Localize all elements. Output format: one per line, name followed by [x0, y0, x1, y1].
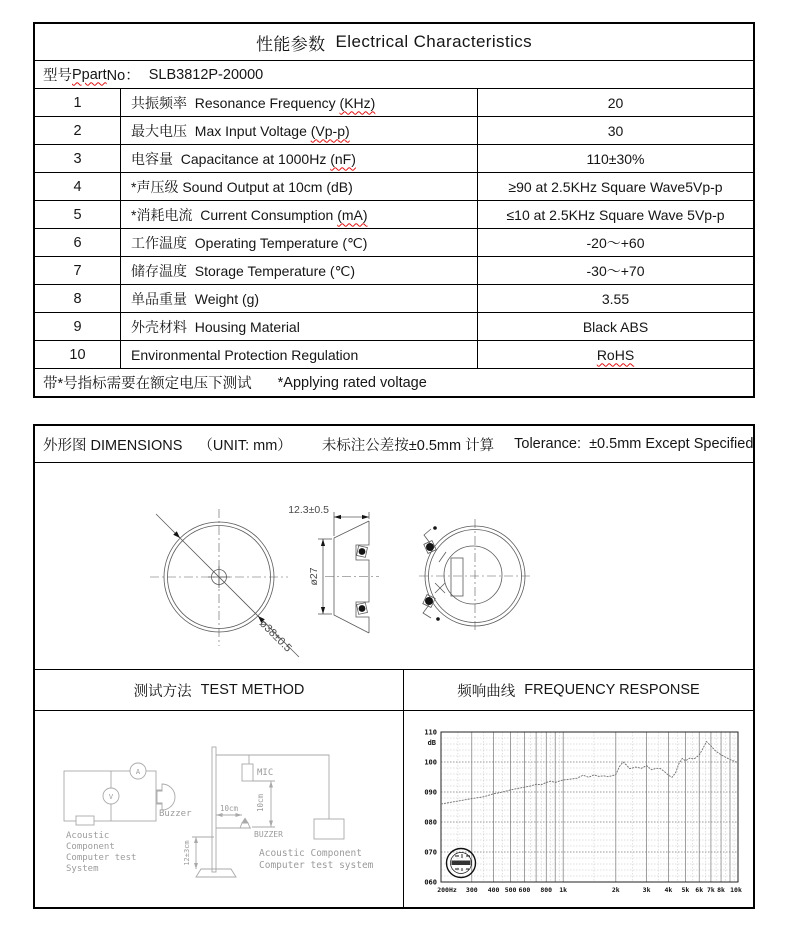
vertical-distance-label: 10cm — [256, 793, 265, 813]
dimensions-title: 外形图 DIMENSIONS — [43, 437, 183, 454]
dimensions-and-curves-table — [33, 424, 755, 909]
electrical-characteristics-table — [33, 22, 755, 398]
spec-label-marked: (Vp-p) — [310, 122, 350, 139]
buzzer-caps-label: BUZZER — [254, 830, 283, 839]
right-system-line2: Computer test system — [259, 860, 374, 871]
spec-value: -30～+70 — [586, 262, 645, 279]
spec-row-number: 9 — [35, 313, 121, 340]
stand-height-label: 12±3cm — [183, 840, 191, 866]
frequency-response-plot — [424, 729, 742, 895]
spec-value: RoHS — [596, 346, 635, 363]
spec-row — [35, 285, 753, 313]
bottom-section-headers — [35, 670, 753, 711]
spec-row-number: 7 — [35, 257, 121, 284]
test-method-diagram — [35, 711, 404, 907]
spec-label: 单品重量 Weight (g) — [131, 290, 260, 307]
side-view — [288, 504, 379, 633]
footnote-en: *Applying rated voltage — [277, 374, 427, 391]
depth-dimension-label: 12.3±0.5 — [288, 504, 329, 516]
spec-value: 3.55 — [601, 290, 630, 307]
dimension-drawing — [35, 463, 753, 670]
svg-text:300: 300 — [465, 886, 478, 894]
spec-row — [35, 313, 753, 341]
spec-value: Black ABS — [582, 318, 649, 335]
spec-value: 110±30% — [586, 150, 645, 167]
horizontal-distance-label: 10cm — [220, 804, 239, 813]
outer-diameter-label: ø38±0.5 — [256, 617, 294, 655]
svg-text:5k: 5k — [681, 886, 690, 894]
test-method-svg — [35, 711, 403, 907]
svg-text:060: 060 — [424, 878, 437, 887]
part-no-label-suffix: No： — [106, 68, 140, 84]
table-title-en: Electrical Characteristics — [335, 32, 533, 51]
spec-label-marked: (mA) — [337, 206, 368, 223]
test-method-title-cn: 测试方法 — [133, 683, 192, 700]
rear-view — [419, 519, 531, 633]
table-title — [35, 24, 753, 61]
spec-label-marked: (nF) — [330, 150, 356, 167]
front-diameter-label: ø27 — [308, 567, 320, 586]
frequency-response-svg — [404, 711, 753, 907]
test-method-title-en: TEST METHOD — [200, 682, 305, 698]
spec-value: ≥90 at 2.5KHz Square Wave5Vp-p — [508, 178, 723, 195]
test-stand — [183, 747, 374, 877]
svg-text:8k: 8k — [717, 886, 725, 894]
svg-text:7k: 7k — [707, 886, 715, 894]
spec-value: ≤10 at 2.5KHz Square Wave 5Vp-p — [506, 206, 725, 223]
left-system-line2: Component — [66, 842, 115, 852]
spec-row — [35, 117, 753, 145]
dimensions-unit: （UNIT: mm） — [198, 437, 292, 454]
spec-label: 工作温度 Operating Temperature (℃) — [131, 234, 368, 251]
buzzer-symbol-icon — [157, 784, 175, 810]
buzzer-label: Buzzer — [159, 809, 192, 819]
svg-text:110: 110 — [424, 728, 437, 737]
spec-rows — [35, 89, 753, 369]
ammeter-label: A — [135, 768, 141, 776]
spec-row-number: 6 — [35, 229, 121, 256]
mic-label: MIC — [257, 768, 274, 778]
voltmeter-label: V — [108, 793, 114, 801]
svg-text:800: 800 — [540, 886, 553, 894]
spec-row-number: 2 — [35, 117, 121, 144]
spec-label: 外壳材料 Housing Material — [131, 318, 300, 335]
spec-label: 共振频率 Resonance Frequency — [131, 94, 340, 111]
spec-row — [35, 173, 753, 201]
spec-row-number: 5 — [35, 201, 121, 228]
microphone-icon — [242, 764, 253, 781]
dimensions-tolerance-en: Tolerance: ±0.5mm Except Specified — [514, 436, 754, 452]
left-system-line3: Computer test — [66, 853, 137, 863]
spec-row — [35, 341, 753, 369]
spec-row — [35, 145, 753, 173]
spec-label: 储存温度 Storage Temperature (℃) — [131, 262, 355, 279]
table-title-cn: 性能参数 — [255, 34, 326, 54]
part-number-row — [35, 61, 753, 89]
resistor-icon — [76, 816, 94, 825]
svg-text:4k: 4k — [664, 886, 673, 894]
dimensions-tolerance-cn: 未标注公差按±0.5mm 计算 — [321, 437, 495, 454]
part-number-value: SLB3812P-20000 — [148, 66, 264, 83]
svg-text:3k: 3k — [642, 886, 651, 894]
spec-row — [35, 89, 753, 117]
frequency-response-header — [404, 670, 753, 710]
svg-text:400: 400 — [487, 886, 500, 894]
computer-box-icon — [314, 819, 344, 839]
frequency-response-chart — [404, 711, 753, 907]
spec-label: *消耗电流 Current Consumption — [131, 206, 338, 223]
svg-text:500: 500 — [504, 886, 517, 894]
frequency-response-title-cn: 频响曲线 — [457, 683, 516, 700]
approval-seal-stamp — [447, 849, 476, 878]
spec-row — [35, 201, 753, 229]
spec-row-number: 4 — [35, 173, 121, 200]
spec-label: Environmental Protection Regulation — [131, 346, 359, 363]
part-no-label-marked: Ppart — [72, 66, 107, 83]
spec-value: -20～+60 — [586, 234, 645, 251]
svg-text:dB: dB — [427, 739, 436, 747]
svg-text:100: 100 — [424, 758, 437, 767]
spec-label: 最大电压 Max Input Voltage — [131, 122, 311, 139]
spec-row-number: 3 — [35, 145, 121, 172]
spec-label-marked: (KHz) — [339, 94, 376, 111]
spec-row-number: 10 — [35, 341, 121, 368]
left-system-line1: Acoustic — [66, 831, 110, 841]
spec-label: 电容量 Capacitance at 1000Hz — [131, 150, 331, 167]
right-system-line1: Acoustic Component — [259, 848, 362, 859]
buzzer-under-test-icon — [240, 823, 250, 828]
svg-text:2k: 2k — [611, 886, 620, 894]
spec-row-number: 8 — [35, 285, 121, 312]
svg-text:090: 090 — [424, 788, 437, 797]
table-footnote — [35, 369, 753, 396]
bottom-section-cells — [35, 711, 753, 907]
front-view — [150, 509, 299, 657]
spec-row-number: 1 — [35, 89, 121, 116]
spec-label: *声压级 Sound Output at 10cm (dB) — [131, 178, 353, 195]
dimension-drawing-svg — [35, 463, 753, 669]
spec-value: 20 — [607, 94, 624, 111]
svg-text:080: 080 — [424, 818, 437, 827]
svg-text:200Hz: 200Hz — [437, 886, 457, 894]
svg-text:070: 070 — [424, 848, 437, 857]
svg-text:1k: 1k — [559, 886, 568, 894]
frequency-response-title-en: FREQUENCY RESPONSE — [524, 682, 700, 698]
svg-text:600: 600 — [518, 886, 531, 894]
svg-text:10k: 10k — [730, 886, 742, 894]
left-system-line4: System — [66, 864, 99, 874]
spec-value: 30 — [607, 122, 624, 139]
part-no-label: 型号 — [43, 68, 72, 84]
spec-row — [35, 257, 753, 285]
dimensions-header — [35, 426, 753, 463]
footnote-cn: 带*号指标需要在额定电压下测试 — [43, 376, 252, 392]
svg-text:6k: 6k — [695, 886, 704, 894]
spec-row — [35, 229, 753, 257]
test-method-header — [35, 670, 404, 710]
measurement-circuit — [64, 763, 192, 874]
